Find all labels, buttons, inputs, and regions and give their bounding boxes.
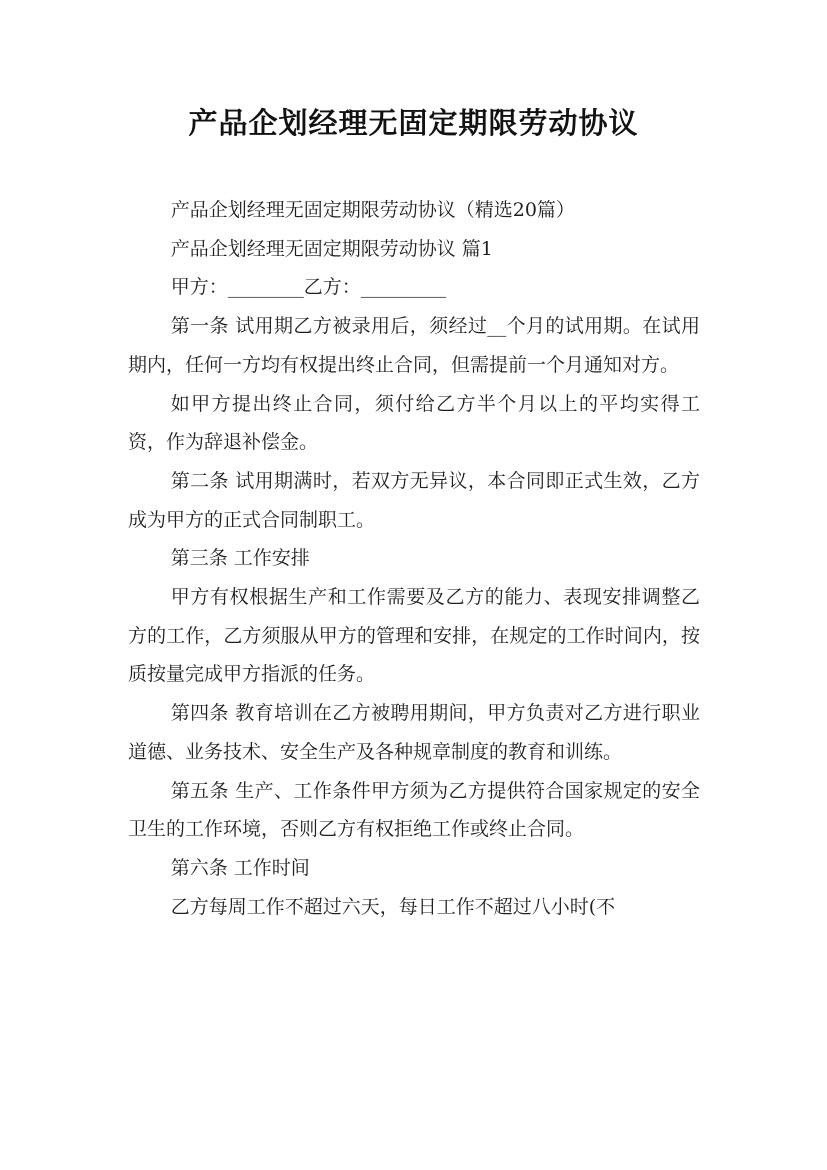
section-heading: 产品企划经理无固定期限劳动协议 篇1: [170, 237, 493, 260]
document-body: [128, 191, 700, 926]
article-6-heading: 第六条 工作时间: [170, 856, 310, 879]
article-6-paragraph: 乙方每周工作不超过六天，每日工作不超过八小时(不: [170, 895, 616, 918]
article-5-paragraph: 第五条 生产、工作条件甲方须为乙方提供符合国家规定的安全卫生的工作环境，否则乙方有权拒绝工作或终止合同。: [128, 779, 700, 841]
article-1-paragraph: 第一条 试用期乙方被录用后，须经过__个月的试用期。在试用期内，任何一方均有权提出终止合同，但需提前一个月通知对方。: [128, 315, 700, 376]
subtitle-paragraph: 产品企划经理无固定期限劳动协议（精选20篇）: [170, 199, 575, 221]
parties-line: 甲方：________乙方：_________: [170, 276, 447, 299]
article-2-paragraph: 第二条 试用期满时，若双方无异议，本合同即正式生效，乙方成为甲方的正式合同制职工。: [128, 469, 700, 531]
document-title: 产品企划经理无固定期限劳动协议: [188, 106, 639, 140]
article-4-paragraph: 第四条 教育培训在乙方被聘用期间，甲方负责对乙方进行职业道德、业务技术、安全生产及各种规章制度的教育和训练。: [128, 702, 700, 763]
article-3-paragraph: 甲方有权根据生产和工作需要及乙方的能力、表现安排调整乙方的工作，乙方须服从甲方的管理和安排，在规定的工作时间内，按质按量完成甲方指派的任务。: [128, 586, 700, 686]
article-3-heading: 第三条 工作安排: [170, 547, 310, 570]
article-1-compensation-paragraph: 如甲方提出终止合同，须付给乙方半个月以上的平均实得工资，作为辞退补偿金。: [128, 392, 700, 454]
